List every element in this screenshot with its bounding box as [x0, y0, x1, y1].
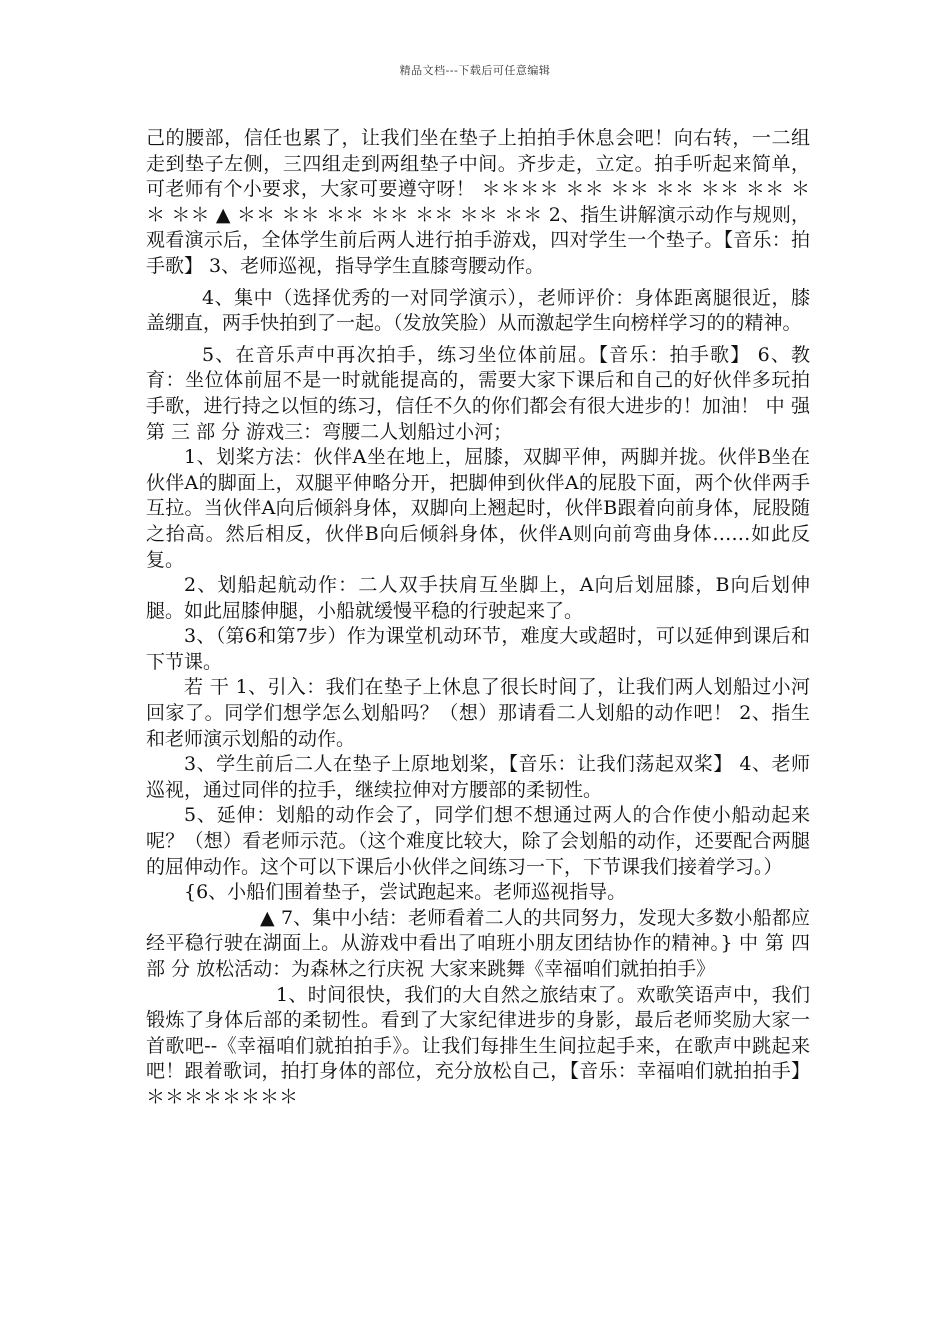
paragraph-7: 若 干 1、引入：我们在垫子上休息了很长时间了，让我们两人划船过小河回家了。同学们想学怎么划船吗？（想）那请看二人划船的动作吧！ 2、指生和老师演示划船的动作。	[146, 676, 810, 750]
paragraph-1: 己的腰部，信任也累了，让我们坐在垫子上拍拍手休息会吧！向右转，一二组走到垫子左侧，三四组走到两组垫子中间。齐步走，立定。拍手听起来简单，可老师有个小要求，大家可要遵守呀！ ＊＊＊＊ ＊＊ ＊＊ ＊＊ ＊＊ ＊＊ ＊＊ ＊＊ ▲ ＊＊ ＊＊ ＊＊ ＊＊ ＊＊ ＊＊ ＊＊ 2、指生讲解演示动作与规则，观看演示后，全体学生前后两人进行拍手游戏，四对学生一个垫子。【音乐：拍手歌】 3、老师巡视，指导学生直膝弯腰动作。	[146, 127, 810, 277]
paragraph-5: 2、划船起航动作：二人双手扶肩互坐脚上，A向后划屈膝，B向后划伸腿。如此屈膝伸腿，小船就缓慢平稳的行驶起来了。	[146, 574, 810, 622]
paragraph-8: 3、学生前后二人在垫子上原地划桨，【音乐：让我们荡起双桨】 4、老师巡视，通过同伴的拉手，继续拉伸对方腰部的柔韧性。	[146, 753, 810, 801]
document-body	[146, 126, 810, 1111]
paragraph-2: 4、集中（选择优秀的一对同学演示），老师评价：身体距离腿很近，膝盖绷直，两手快拍到了一起。（发放笑脸）从而激起学生向榜样学习的的精神。	[146, 286, 810, 335]
paragraph-6: 3、（第6和第7步）作为课堂机动环节，难度大或超时，可以延伸到课后和下节课。	[146, 625, 810, 673]
paragraph-9: 5、延伸：划船的动作会了，同学们想不想通过两人的合作使小船动起来呢？（想）看老师示范。（这个难度比较大，除了会划船的动作，还要配合两腿的屈伸动作。这个可以下课后小伙伴之间练习一下，下节课我们接着学习。）	[146, 804, 810, 878]
paragraph-4: 1、划桨方法：伙伴A坐在地上，屈膝，双脚平伸，两脚并拢。伙伴B坐在伙伴A的脚面上，双腿平伸略分开，把脚伸到伙伴A的屁股下面，两个伙伴两手互拉。当伙伴A向后倾斜身体，双脚向上翘起时，伙伴B跟着向前身体，屁股随之抬高。然后相反，伙伴B向后倾斜身体，伙伴A则向前弯曲身体……如此反复。	[146, 446, 810, 571]
paragraph-11: ▲ 7、集中小结：老师看着二人的共同努力，发现大多数小船都应经平稳行驶在湖面上。从游戏中看出了咱班小朋友团结协作的精神。} 中 第 四 部 分 放松活动：为森林之行庆祝 大家来跳舞《幸福咱们就拍拍手》	[146, 906, 810, 980]
paragraph-10: {6、小船们围着垫子，尝试跑起来。老师巡视指导。	[184, 881, 627, 904]
page-header: 精品文档---下载后可任意编辑	[399, 64, 551, 77]
paragraph-3: 5、在音乐声中再次拍手，练习坐位体前屈。【音乐：拍手歌】 6、教育：坐位体前屈不是一时就能提高的，需要大家下课后和自己的好伙伴多玩拍手歌，进行持之以恒的练习，信任不久的你们都会有很大进步的！加油！ 中 强 第 三 部 分 游戏三：弯腰二人划船过小河；	[146, 343, 810, 443]
paragraph-12: 1、时间很快，我们的大自然之旅结束了。欢歌笑语声中，我们锻炼了身体后部的柔韧性。看到了大家纪律进步的身影，最后老师奖励大家一首歌吧--《幸福咱们就拍拍手》。让我们每排生生间拉起手来，在歌声中跳起来吧！跟着歌词，拍打身体的部位，充分放松自己，【音乐：幸福咱们就拍拍手】 ＊＊＊＊＊＊＊＊	[146, 983, 810, 1108]
